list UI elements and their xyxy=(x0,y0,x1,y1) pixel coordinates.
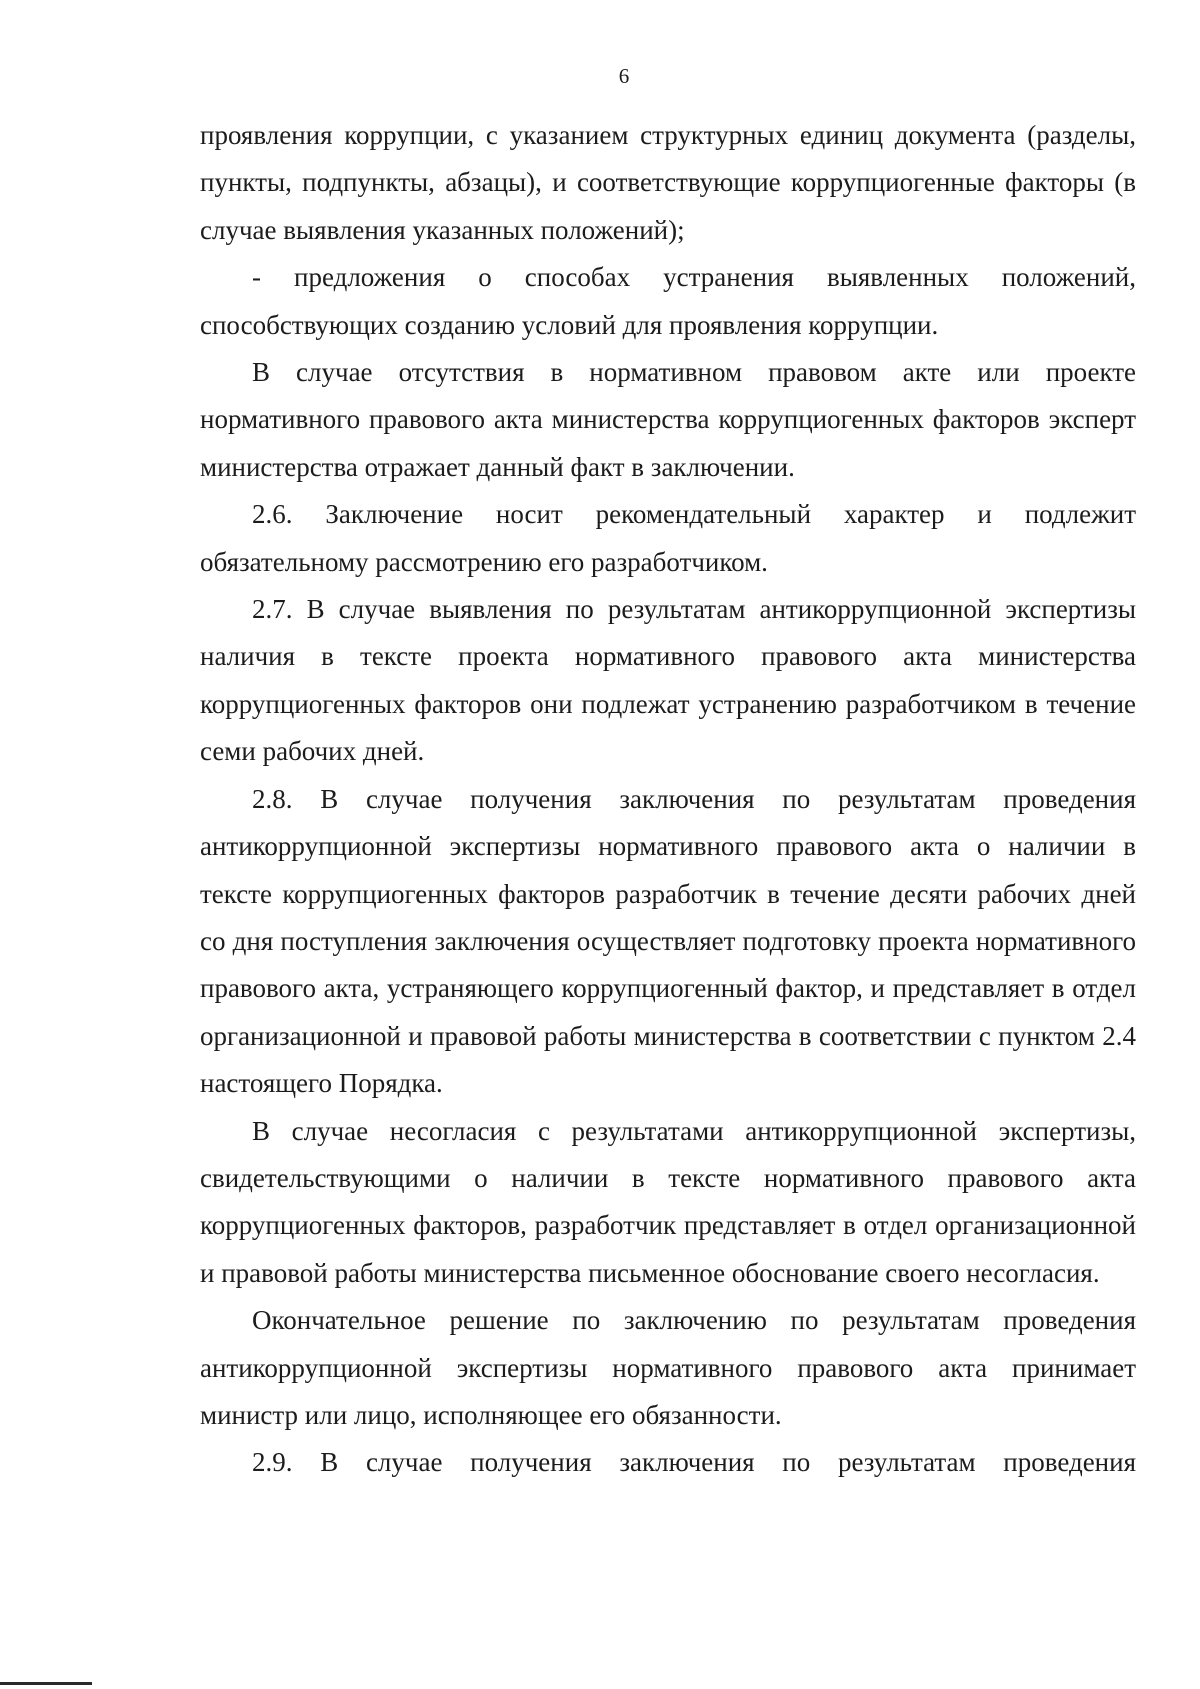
paragraph-disagreement: В случае несогласия с результатами антикоррупционной экспертизы, свидетельствующими о наличии в тексте нормативного правового акта коррупциогенных факторов, разработчик представляет в отдел организационной и правовой работы министерства письменное обоснование своего несогласия. xyxy=(200,1115,1136,1288)
paragraph-final-decision: Окончательное решение по заключению по результатам проведения антикоррупционной экспертизы нормативного правового акта принимает министр или лицо, исполняющее его обязанности. xyxy=(200,1305,1136,1430)
paragraph-no-factors: В случае отсутствия в нормативном правовом акте или проекте нормативного правового акта министерства коррупциогенных факторов эксперт министерства отражает данный факт в заключении. xyxy=(200,357,1136,482)
paragraph-2-8: 2.8. В случае получения заключения по результатам проведения антикоррупционной экспертизы нормативного правового акта о наличии в тексте коррупциогенных факторов разработчик в течение десяти рабочих дней со дня поступления заключения осуществляет подготовку проекта нормативного правового акта, устраняющего коррупциогенный фактор, и представляет в отдел организационной и правовой работы министерства в соответствии с пунктом 2.4 настоящего Порядка. xyxy=(200,783,1136,1099)
page-number: 6 xyxy=(618,64,630,88)
paragraph-proposals-item: - предложения о способах устранения выявленных положений, способствующих созданию условий для проявления коррупции. xyxy=(200,262,1136,340)
scan-edge-mark xyxy=(0,1682,92,1685)
paragraph-2-6: 2.6. Заключение носит рекомендательный характер и подлежит обязательному рассмотрению его разработчиком. xyxy=(200,499,1136,577)
paragraph-2-9: 2.9. В случае получения заключения по результатам проведения xyxy=(252,1447,1136,1478)
paragraph-continuation: проявления коррупции, с указанием структурных единиц документа (разделы, пункты, подпункты, абзацы), и соответствующие коррупциогенные факторы (в случае выявления указанных положений); xyxy=(200,120,1136,245)
document-body xyxy=(200,112,1136,1487)
paragraph-2-7: 2.7. В случае выявления по результатам антикоррупционной экспертизы наличия в тексте проекта нормативного правового акта министерства коррупциогенных факторов они подлежат устранению разработчиком в течение семи рабочих дней. xyxy=(200,594,1136,767)
